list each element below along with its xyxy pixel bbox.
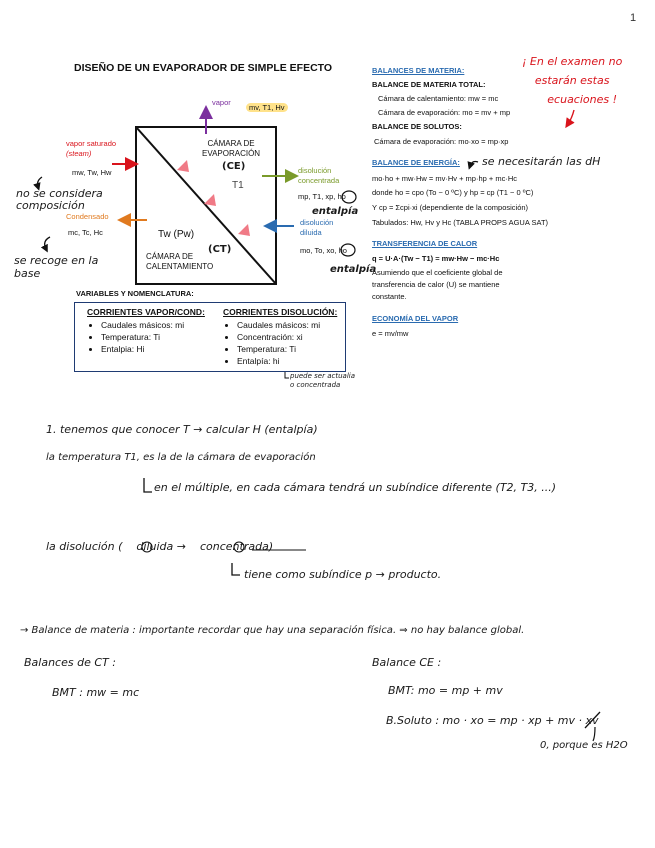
page-title: DISEÑO DE UN EVAPORADOR DE SIMPLE EFECTO [74, 62, 333, 74]
eq-camara-calent: Cámara de calentamiento: mw = mc [378, 94, 499, 103]
note-recoge [14, 254, 98, 280]
diluida-vars: mo, To, xo, ho [300, 246, 347, 255]
bmt-ce: BMT: mo = mp + mv [388, 684, 503, 697]
balance-solutos-heading: BALANCE DE SOLUTOS: [372, 122, 462, 131]
col-disolucion-item: • Caudales másicos: mi [237, 319, 337, 331]
vapor-vars: mv, T1, Hv [246, 103, 288, 112]
condensado-label: Condensado [66, 212, 109, 221]
eq-camara-evap: Cámara de evaporación: mo = mv + mp [378, 108, 511, 117]
economia-heading: ECONOMÍA DEL VAPOR [372, 314, 459, 323]
col-disolucion [223, 307, 337, 367]
note-line-3: en el múltiple, en cada cámara tendrá un subíndice diferente (T2, T3, ...) [154, 481, 557, 494]
note-recoge-line2: base [14, 267, 41, 280]
red-note-examen-line1: ¡ En el examen no [522, 55, 623, 68]
concentrada-label-line1: disolución [298, 166, 332, 175]
note-line-5: tiene como subíndice p → producto. [244, 568, 442, 581]
ce-label [202, 139, 260, 159]
col-vapor-header: CORRIENTES VAPOR/COND: [87, 307, 205, 317]
note-puede-line2: o concentrada [290, 381, 341, 389]
heat-arrow [233, 219, 250, 236]
balances-materia-heading: BALANCES DE MATERIA: [372, 66, 465, 75]
col-disolucion-item: • Temperatura: Ti [237, 343, 337, 355]
tabulados: Tabulados: Hw, Hv y Hc (TABLA PROPS AGUA SAT) [372, 218, 549, 227]
steam-label-line2: (steam) [66, 149, 92, 158]
note-arrow [38, 177, 43, 187]
nomenclature-box [74, 302, 346, 372]
ct-label-line1: CÁMARA DE [146, 252, 194, 261]
note-line-4c: concentrada) [199, 540, 274, 553]
col-disolucion-item: • Entalpía: hi [237, 355, 337, 367]
red-note-examen-line2: estarán estas [534, 74, 610, 87]
diluida-label-line2: diluida [300, 228, 322, 237]
note-line-4b: diluida → [136, 540, 186, 553]
zero-arrow [593, 727, 595, 741]
steam-label-line1: vapor saturado [66, 139, 117, 148]
steam-vars: mw, Tw, Hw [72, 168, 112, 177]
vapor-label: vapor [212, 98, 231, 107]
asumiendo-2: transferencia de calor (U) se mantiene [372, 280, 500, 289]
note-line-1: 1. tenemos que conocer T → calcular H (entalpía) [46, 423, 318, 436]
balance-total-heading: BALANCE DE MATERIA TOTAL: [372, 80, 486, 89]
note-puede-line1: puede ser actualia [290, 372, 356, 380]
condensado-vars: mc, Tc, Hc [68, 228, 103, 237]
eq-energia: mo·ho + mw·Hw = mv·Hv + mp·hp + mc·Hc [372, 174, 518, 183]
note-no-considera [16, 188, 103, 212]
note-arrow [45, 237, 50, 249]
t1-label: T1 [232, 180, 244, 191]
concentrada-vars: mp, T1, xp, hp [298, 192, 346, 201]
ce-label-line1: CÁMARA DE [207, 139, 255, 148]
note-line-4 [46, 540, 273, 553]
transferencia-heading: TRANSFERENCIA DE CALOR [372, 239, 478, 248]
col-vapor-item: • Entalpia: Hi [101, 343, 205, 355]
bsoluto-ce: B.Soluto : mo · xo = mp · xp + mv · xv [386, 714, 599, 727]
bracket [232, 563, 240, 575]
note-necesitaran: se necesitarán las dH [482, 155, 601, 168]
note-line-6: → Balance de materia : importante recordar que hay una separación física. ⇒ no hay balance global. [20, 625, 525, 636]
note-entalpia-hp: entalpía [312, 206, 359, 217]
energia-note-arrow [470, 162, 478, 167]
red-note-examen [522, 52, 622, 109]
red-note-examen-line3: ecuaciones ! [547, 93, 618, 106]
note-recoge-line1: se recoge en la [14, 254, 99, 267]
note-no-considera-line1: no se considera [16, 187, 103, 200]
eq-e: e = mv/mw [372, 329, 409, 338]
balance-energia-heading: BALANCE DE ENERGÍA: [372, 158, 460, 167]
page-number: 1 [630, 12, 637, 24]
heat-arrow [199, 189, 216, 206]
ct-label-line2: CALENTAMIENTO [146, 262, 214, 271]
ce-label-line2: EVAPORACIÓN [202, 149, 261, 158]
col-disolucion-header: CORRIENTES DISOLUCIÓN: [223, 307, 338, 317]
col-vapor-item: • Temperatura: Ti [101, 331, 205, 343]
ce-title: Balance CE : [372, 656, 442, 669]
diluida-label-line1: disolución [300, 218, 334, 227]
eq-donde: donde ho = cpo (To − 0 ºC) y hp = cp (T1 − 0 ºC) [372, 188, 534, 197]
ct-abbr: (CT) [208, 244, 232, 255]
col-vapor [87, 307, 205, 355]
note-no-considera-line2: composición [16, 199, 85, 212]
ct-title: Balances de CT : [24, 656, 116, 669]
variables-heading: VARIABLES Y NOMENCLATURA: [76, 289, 194, 298]
ce-abbr: (CE) [222, 161, 246, 172]
concentrada-label-line2: concentrada [298, 176, 340, 185]
zero-note: 0, porque es H2O [540, 740, 628, 751]
col-disolucion-item: • Concentración: xi [237, 331, 337, 343]
eq-cp: Y cp = Σcpi·xi (dependiente de la composición) [372, 203, 529, 212]
note-entalpia-ho: entalpía [330, 264, 377, 275]
note-line-4a: la disolución ( [46, 540, 123, 553]
col-vapor-item: • Caudales másicos: mi [101, 319, 205, 331]
note-puede [290, 372, 355, 390]
concentrada-label [298, 166, 339, 186]
bracket [285, 372, 289, 378]
diluida-label [300, 218, 333, 238]
eq-q: q = U·A·(Tw − T1) = mw·Hw − mc·Hc [372, 254, 500, 263]
bmt-ct: BMT : mw = mc [52, 686, 140, 699]
steam-label [66, 139, 116, 159]
asumiendo-1: Asumiendo que el coeficiente global de [372, 268, 503, 277]
bracket [144, 478, 152, 492]
asumiendo-3: constante. [372, 292, 407, 301]
note-line-2: la temperatura T1, es la de la cámara de evaporación [46, 452, 316, 463]
eq-solutos: Cámara de evaporación: mo·xo = mp·xp [374, 137, 509, 146]
red-note-arrow [568, 110, 574, 124]
ct-label [146, 252, 213, 272]
tw-label: Tw (Pw) [158, 229, 195, 240]
